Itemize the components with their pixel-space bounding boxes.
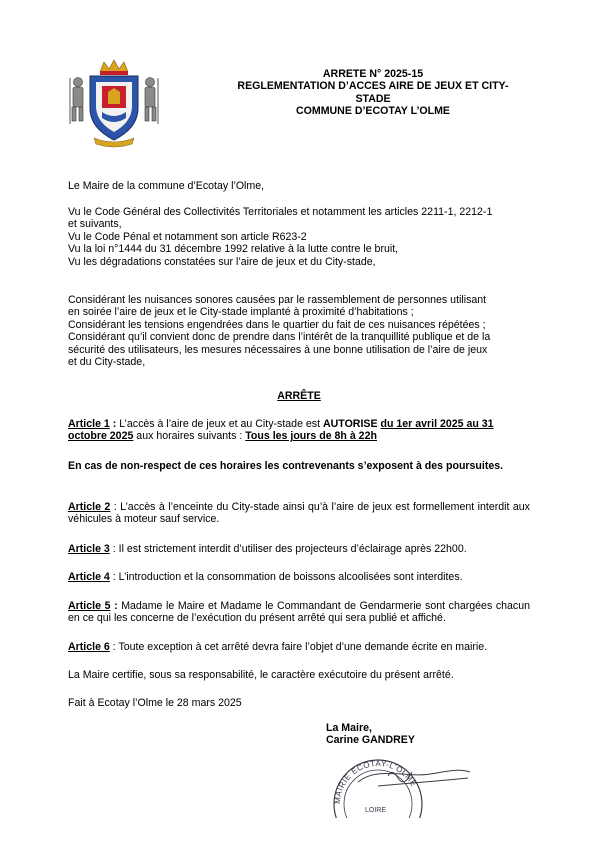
vu-line: Vu les dégradations constatées sur l’aire de jeux et du City-stade, <box>68 255 376 268</box>
article-1-authorise: AUTORISE <box>322 418 378 430</box>
considerant-block <box>68 294 530 368</box>
article-1-hours: Tous les jours de 8h à 22h <box>245 430 377 443</box>
article-1 <box>68 418 530 443</box>
vu-block <box>68 206 530 268</box>
article-4: Article 4 : L’introduction et la consommation de boissons alcoolisées sont interdites. <box>68 571 463 583</box>
considerant-line: Considérant qu’il convient donc de prendre dans l’intérêt de la tranquillité publique et de la <box>68 331 491 344</box>
considerant-line: et du City-stade, <box>68 356 146 369</box>
article-4-text: L’introduction et la consommation de boissons alcoolisées sont interdites. <box>118 571 463 583</box>
article-3-label: Article 3 <box>68 543 110 555</box>
article-3: Article 3 : Il est strictement interdit d’utiliser des projecteurs d’éclairage après 22h00. <box>68 543 467 555</box>
article-4-label: Article 4 <box>68 571 110 583</box>
intro-text: Le Maire de la commune d’Ecotay l’Olme, <box>68 180 265 192</box>
article-2-label: Article 2 <box>68 501 111 513</box>
article-6-text: Toute exception à cet arrêté devra faire l’objet d’une demande écrite en mairie. <box>118 641 488 653</box>
arrete-heading: ARRÊTE <box>277 390 321 402</box>
vu-line: Vu le Code Général des Collectivités Territoriales et notamment les articles 2211-1, 2212-1 <box>68 206 493 218</box>
article-6: Article 6 : Toute exception à cet arrêté devra faire l’objet d’une demande écrite en mairie. <box>68 641 488 653</box>
vu-line: Vu la loi n°1444 du 31 décembre 1992 relative à la lutte contre le bruit, <box>68 243 399 256</box>
article-1-label: Article 1 <box>68 418 110 430</box>
considerant-line: Considérant les nuisances sonores causées par le rassemblement de personnes utilisant <box>68 294 487 306</box>
article-1-date-start: du 1er avril 2025 au 31 <box>380 418 494 430</box>
considerant-line: sécurité des utilisateurs, les mesures nécessaires à une bonne utilisation de l’aire de jeux <box>68 343 488 356</box>
signatory-name: Carine GANDREY <box>326 734 415 747</box>
considerant-line: Considérant les tensions engendrées dans le quartier du fait de ces nuisances répétées ; <box>68 318 486 331</box>
official-stamp-and-signature <box>318 748 478 818</box>
signature-block <box>326 722 415 747</box>
vu-line: et suivants, <box>68 218 122 231</box>
considerant-line: en soirée l’aire de jeux et le City-stade implanté à proximité d’habitations ; <box>68 306 414 319</box>
decree-subject-line-1: REGLEMENTATION D’ACCES AIRE DE JEUX ET CITY- <box>237 80 509 93</box>
vu-line: Vu le Code Pénal et notamment son article R623-2 <box>68 230 307 243</box>
svg-text:MAIRIE ECOTAY-L’OLME: MAIRIE ECOTAY-L’OLME <box>332 758 419 805</box>
intro-paragraph <box>68 180 530 192</box>
decree-number: ARRETE N° 2025-15 <box>322 68 424 80</box>
place-and-date: Fait à Ecotay l’Olme le 28 mars 2025 <box>68 697 242 709</box>
article-1-date-end: octobre 2025 <box>68 430 134 443</box>
svg-text:LOIRE: LOIRE <box>365 807 387 814</box>
article-6-label: Article 6 <box>68 641 110 653</box>
article-2: Article 2 : L’accès à l’enceinte du City-stade ainsi qu’à l’aire de jeux est formellement interdit aux véhicules à moteur sauf service. <box>68 501 530 526</box>
commune-name: COMMUNE D’ECOTAY L’OLME <box>295 105 450 118</box>
article-1-text-b: aux horaires suivants : <box>133 430 246 443</box>
article-1-text-a: L’accès à l’aire de jeux et au City-stade est <box>119 418 323 430</box>
article-5-text: Madame le Maire et Madame le Commandant de Gendarmerie sont chargées chacun en ce qui les concerne de l’exécution du présent arrêté qui sera publié et affiché. <box>68 600 530 625</box>
article-2-text: L’accès à l’enceinte du City-stade ainsi qu’à l’aire de jeux est formellement interdit aux véhicules à moteur sauf service. <box>68 501 530 526</box>
decree-subject-line-2: STADE <box>355 92 391 105</box>
article-3-text: Il est strictement interdit d’utiliser des projecteurs d’éclairage après 22h00. <box>118 543 467 555</box>
article-1-sep: : <box>109 418 120 430</box>
document-header <box>168 68 578 118</box>
signatory-title: La Maire, <box>326 722 372 734</box>
certification-text: La Maire certifie, sous sa responsabilité, le caractère exécutoire du présent arrêté. <box>68 669 454 681</box>
warning-paragraph: En cas de non-respect de ces horaires les contrevenants s’exposent à des poursuites. <box>68 460 504 472</box>
article-5: Article 5 : Madame le Maire et Madame le Commandant de Gendarmerie sont chargées chacun en ce qui les concerne de l’exécution du présent arrêté qui sera publié et affiché. <box>68 600 530 625</box>
coat-of-arms-logo <box>64 56 164 150</box>
article-5-label: Article 5 <box>68 600 111 612</box>
